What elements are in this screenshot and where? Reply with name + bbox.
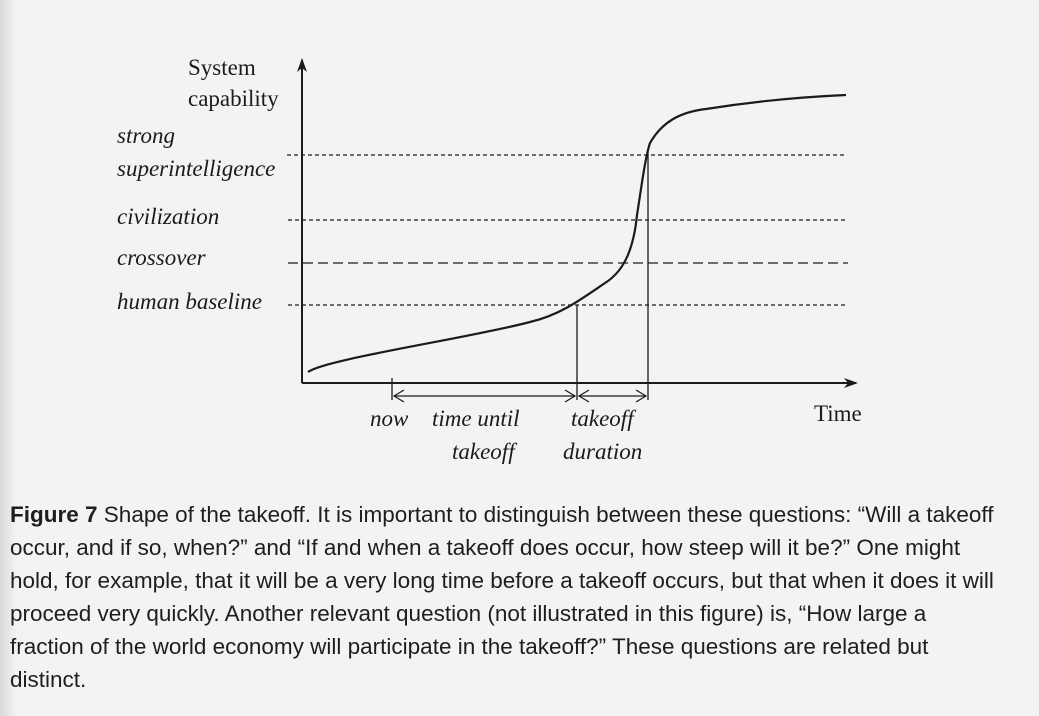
level-label-human-baseline: human baseline [117, 289, 263, 314]
x-axis-label: Time [814, 401, 862, 426]
figure-number: Figure 7 [10, 502, 98, 527]
takeoff-duration-label-line1: takeoff [571, 406, 634, 431]
figure-caption [10, 498, 1000, 696]
level-label-superintelligence: superintelligence [117, 156, 276, 181]
time-until-label-line1: time until [432, 406, 520, 431]
takeoff-duration-arrow [579, 390, 646, 402]
takeoff-duration-label-line2: duration [563, 439, 643, 464]
y-axis-label-line2: capability [188, 86, 279, 111]
time-until-takeoff-arrow [394, 390, 575, 402]
level-label-civilization: civilization [117, 204, 220, 229]
level-label-crossover: crossover [117, 245, 206, 270]
level-label-strong: strong [117, 123, 175, 148]
time-until-label-line2: takeoff [452, 439, 515, 464]
y-axis-label-line1: System [188, 55, 256, 80]
now-label: now [370, 406, 409, 431]
caption-text: Shape of the takeoff. It is important to distinguish between these questions: “Will a takeoff occur, and if so, when?” and “If and when a takeoff does occur, how steep will it be?” One might hold, for example, that it will be a very long time before a takeoff occurs, but that when it does it will proceed very quickly. Another relevant question (not illustrated in this figure) is, “How large a fraction of the world economy will participate in the takeoff?” These questions are related but distinct. [10, 502, 994, 692]
